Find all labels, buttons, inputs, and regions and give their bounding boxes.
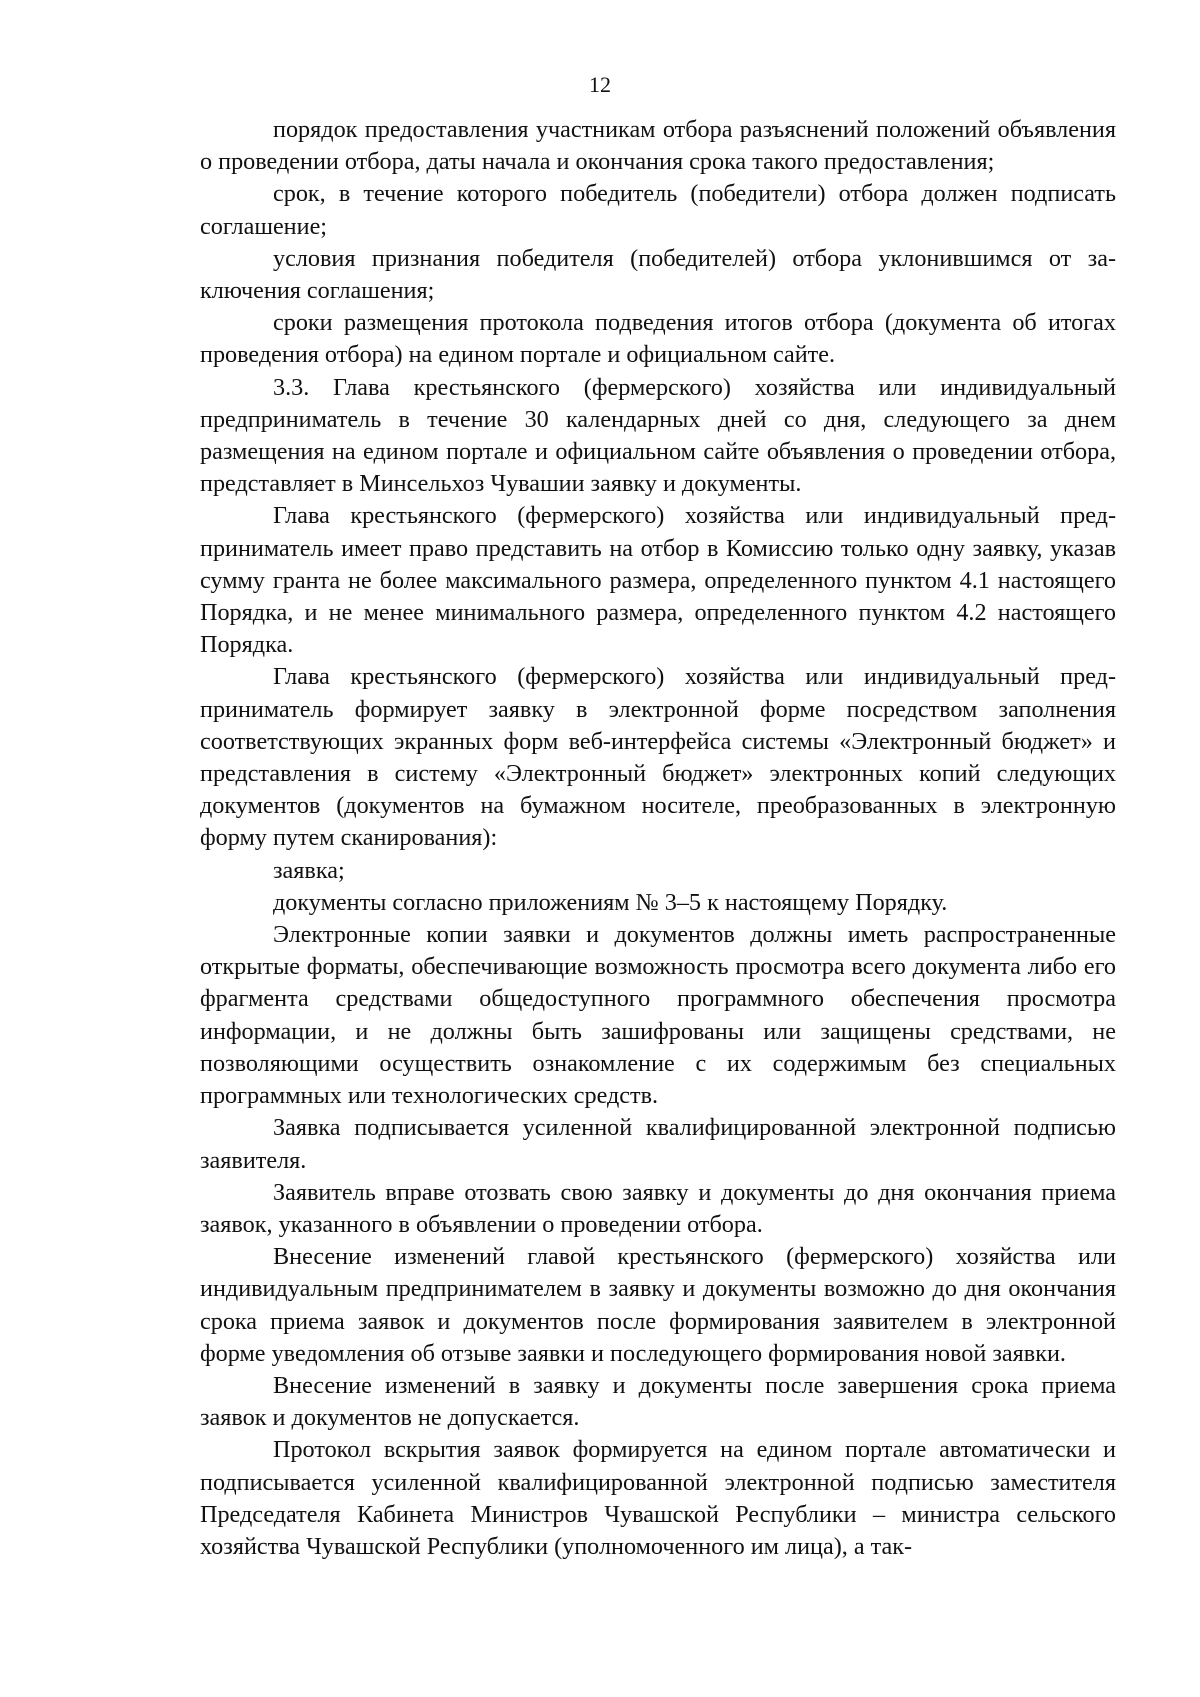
paragraph-9: документы согласно приложениям № 3–5 к настоящему Порядку. <box>273 888 948 916</box>
paragraph-4: сроки размещения протокола подведения итогов отбора (документа об итогах проведения отбора) на едином портале и официальном сайте. <box>200 309 1116 369</box>
paragraph-13: Внесение изменений главой крестьянского (фермерского) хозяйства или индивидуальным предпринимателем в заявку и документы возможно до дня окончания срока приема заявок и документов после формирования заявителем в электронной форме уведомления об отзыве заявки и последующего формирования новой заявки. <box>200 1243 1116 1367</box>
paragraph-11: Заявка подписывается усиленной квалифицированной электронной подписью заявителя. <box>200 1114 1116 1174</box>
paragraph-15: Протокол вскрытия заявок формируется на едином портале автоматически и подписывается усиленной квалифицированной электронной подписью заместителя Председателя Кабинета Министров Чувашской Республики – министра сельского хозяйства Чувашской Республики (уполномоченного им лица), а так- <box>200 1436 1116 1560</box>
paragraph-12: Заявитель вправе отозвать свою заявку и документы до дня окончания приема заявок, указанного в объявлении о проведении отбора. <box>200 1178 1116 1238</box>
paragraph-3: условия признания победителя (победителей) отбора уклонившимся от заключения соглашения; <box>200 244 1116 305</box>
paragraph-8: заявка; <box>273 856 345 884</box>
document-body <box>200 114 1116 1563</box>
page-number: 12 <box>589 72 611 97</box>
paragraph-1: порядок предоставления участникам отбора разъяснений положений объявления о проведении отбора, даты начала и окончания срока такого предоставления; <box>200 116 1116 176</box>
paragraph-10: Электронные копии заявки и документов должны иметь распространенные открытые форматы, обеспечивающие возможность просмотра всего документа либо его фрагмента средствами общедоступного программного обеспечения просмотра информации, и не должны быть зашифрованы или защищены средствами, не позволяющими осуществить ознакомление с их содержимым без специальных программных или технологических средств. <box>200 921 1116 1110</box>
paragraph-7: Глава крестьянского (фермерского) хозяйства или индивидуальный предприниматель формирует заявку в электронной форме посредством заполнения соответствующих экранных форм веб-интерфейса системы «Электронный бюджет» и представления в систему «Электронный бюджет» электронных копий следующих документов (документов на бумажном носителе, преобразованных в электронную форму путем сканирования): <box>200 663 1116 852</box>
paragraph-14: Внесение изменений в заявку и документы после завершения срока приема заявок и документов не допускается. <box>200 1371 1116 1432</box>
paragraph-6: Глава крестьянского (фермерского) хозяйства или индивидуальный предприниматель имеет право представить на отбор в Комиссию только одну заявку, указав сумму гранта не более максимального размера, определенного пунктом 4.1 настоящего Порядка, и не менее минимального размера, определенного пунктом 4.2 настоящего Порядка. <box>200 502 1116 659</box>
paragraph-5: 3.3. Глава крестьянского (фермерского) хозяйства или индивидуальный предприниматель в течение 30 календарных дней со дня, следующего за днем размещения на едином портале и официальном сайте объявления о проведении отбора, представляет в Минсельхоз Чувашии заявку и документы. <box>200 373 1116 498</box>
paragraph-2: срок, в течение которого победитель (победители) отбора должен подписать соглашение; <box>200 180 1116 240</box>
